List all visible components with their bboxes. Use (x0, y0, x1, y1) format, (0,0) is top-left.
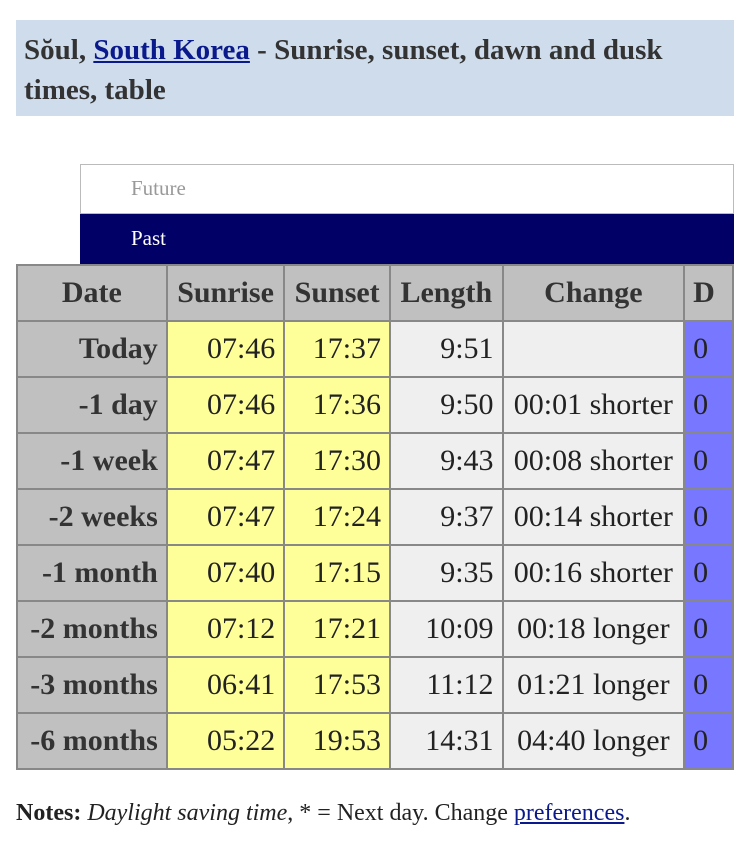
title-rest: - Sunrise, sunset, dawn and dusk times, table (24, 34, 663, 106)
times-table-container (16, 264, 734, 788)
sunset-cell: 17:36 (284, 377, 390, 433)
column-header-sunset: Sunset (284, 265, 390, 321)
date-cell: -1 month (17, 545, 167, 601)
length-cell: 9:51 (390, 321, 503, 377)
times-table (16, 264, 734, 770)
preferences-link[interactable]: preferences (513, 800, 625, 826)
sunrise-cell: 07:46 (167, 321, 285, 377)
sunset-cell: 17:21 (284, 601, 390, 657)
length-cell: 9:37 (390, 489, 503, 545)
dawn-cell: 0 (684, 713, 733, 769)
column-header-dawn: D (684, 265, 733, 321)
length-cell: 10:09 (390, 601, 503, 657)
time-tabs (80, 164, 734, 264)
change-cell (503, 321, 685, 377)
dst-note: Daylight saving time (87, 800, 288, 826)
sunset-cell: 17:53 (284, 657, 390, 713)
table-row (17, 433, 733, 489)
table-body (17, 321, 733, 769)
sunset-cell: 17:37 (284, 321, 390, 377)
dawn-cell: 0 (684, 601, 733, 657)
change-cell: 01:21 longer (503, 657, 685, 713)
sunrise-cell: 07:12 (167, 601, 285, 657)
length-cell: 9:35 (390, 545, 503, 601)
notes (16, 800, 630, 827)
date-cell: -2 weeks (17, 489, 167, 545)
table-row (17, 657, 733, 713)
change-cell: 04:40 longer (503, 713, 685, 769)
date-cell: -2 months (17, 601, 167, 657)
sunset-cell: 19:53 (284, 713, 390, 769)
dawn-cell: 0 (684, 433, 733, 489)
column-header-sunrise: Sunrise (167, 265, 285, 321)
date-cell: -6 months (17, 713, 167, 769)
dawn-cell: 0 (684, 377, 733, 433)
sunset-cell: 17:24 (284, 489, 390, 545)
notes-end: . (624, 800, 631, 826)
country-link[interactable]: South Korea (93, 34, 250, 66)
change-cell: 00:01 shorter (503, 377, 685, 433)
length-cell: 9:43 (390, 433, 503, 489)
sunrise-cell: 07:47 (167, 489, 285, 545)
sunrise-cell: 07:40 (167, 545, 285, 601)
notes-label: Notes: (16, 800, 82, 826)
table-row (17, 713, 733, 769)
date-cell: -3 months (17, 657, 167, 713)
sunrise-cell: 06:41 (167, 657, 285, 713)
change-cell: 00:08 shorter (503, 433, 685, 489)
sunset-cell: 17:15 (284, 545, 390, 601)
column-header-change: Change (503, 265, 685, 321)
sunrise-cell: 07:47 (167, 433, 285, 489)
length-cell: 11:12 (390, 657, 503, 713)
city-name: Sŏul, (24, 34, 94, 66)
dawn-cell: 0 (684, 545, 733, 601)
sunset-cell: 17:30 (284, 433, 390, 489)
date-cell: -1 day (17, 377, 167, 433)
dawn-cell: 0 (684, 657, 733, 713)
column-header-date: Date (17, 265, 167, 321)
sunrise-cell: 07:46 (167, 377, 285, 433)
change-cell: 00:16 shorter (503, 545, 685, 601)
tab-future[interactable]: Future (80, 164, 734, 214)
column-header-length: Length (390, 265, 503, 321)
tab-past[interactable]: Past (80, 214, 734, 264)
dawn-cell: 0 (684, 321, 733, 377)
notes-text: , * = Next day. Change (287, 800, 514, 826)
date-cell: -1 week (17, 433, 167, 489)
table-row (17, 601, 733, 657)
table-header-row (17, 265, 733, 321)
sunrise-cell: 05:22 (167, 713, 285, 769)
change-cell: 00:18 longer (503, 601, 685, 657)
dawn-cell: 0 (684, 489, 733, 545)
page-title (24, 30, 726, 110)
table-row (17, 377, 733, 433)
table-row (17, 321, 733, 377)
table-row (17, 545, 733, 601)
page-header (16, 20, 734, 116)
date-cell: Today (17, 321, 167, 377)
length-cell: 14:31 (390, 713, 503, 769)
change-cell: 00:14 shorter (503, 489, 685, 545)
length-cell: 9:50 (390, 377, 503, 433)
table-row (17, 489, 733, 545)
